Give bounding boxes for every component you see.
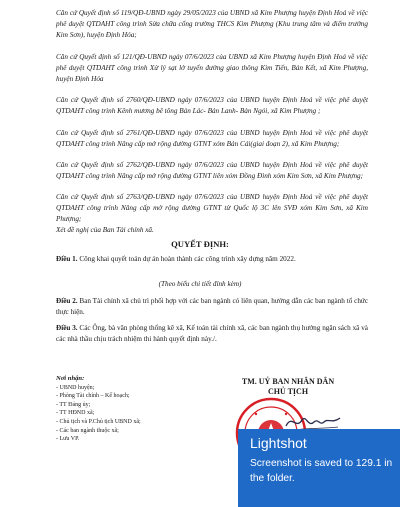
article-3-text: Các Ông, bà văn phòng thống kê xã, Kế toán tài chính xã, các ban ngành thụ hưởng ngân sách xã và các nhà thầu chịu trách nhiệm thi hành quyết định này./. xyxy=(56,324,368,343)
basis-paragraph-5: Căn cứ Quyết định số 2762/QĐ-UBND ngày 07/6/2023 của UBND huyện Định Hoá về việc phê duyệt QTDAHT công trình Nâng cấp mở rộng đường GTNT liên xóm Đồng Đình xóm Kim Sơn, xã Kim Phượng; xyxy=(56,161,368,180)
article-3-label: Điều 3. xyxy=(56,324,78,332)
basis-paragraph-4: Căn cứ Quyết định số 2761/QĐ-UBND ngày 07/6/2023 của UBND huyện Định Hoá về việc phê duyệt QTDAHT công trình Nâng cấp mở rộng đường GTNT xóm Bản Cái(giai đoạn 2), xã Kim Phượng; xyxy=(56,129,368,148)
recipients-list xyxy=(56,375,226,444)
basis-paragraph-3: Căn cứ Quyết định số 2760/QĐ-UBND ngày 07/6/2023 của UBND huyện Định Hoá về việc phê duyệt QTDAHT công trình Kênh mương bê tông Bản Lác- Bản Lanh- Bản Ngói, xã Kim Phượng ; xyxy=(56,96,368,115)
lightshot-notification[interactable] xyxy=(238,429,400,507)
basis-paragraph-2: Căn cứ Quyết định số 121/QĐ-UBND ngày 07/6/2023 của UBND xã Kim Phượng huyện Định Hoá về việc phê duyệt QTDAHT công trình Xử lý sạt lở tuyến đường giao thông Kim Tiến, Bản Kết, xã Kim Phượng, huyện Định Hóa xyxy=(56,53,368,83)
article-1-text: Công khai quyết toán dự án hoàn thành các công trình xây dựng năm 2022. xyxy=(77,255,296,263)
recipients-title: Nơi nhận: xyxy=(56,375,85,382)
signature-title xyxy=(218,377,358,397)
recipient-item: - Phòng Tài chính – Kế hoạch; xyxy=(56,393,130,400)
article-2 xyxy=(56,296,368,318)
recipient-item: - Lưu VP. xyxy=(56,436,80,443)
recipient-item: - UBND huyện; xyxy=(56,384,95,391)
notification-title: Lightshot xyxy=(250,435,307,451)
decision-title: QUYẾT ĐỊNH: xyxy=(171,239,229,249)
recipient-item: - TT Đảng ủy; xyxy=(56,401,91,408)
basis-paragraph-6: Căn cứ Quyết định số 2763/QĐ-UBND ngày 07/6/2023 của UBND huyện Định Hoá về việc phê duyệt QTDAHT công trình Nâng cấp mở rộng đường GTNT từ Quốc lộ 3C lên SVĐ xóm Kim Sơn, xã Kim Phượng; xyxy=(56,193,368,223)
article-3 xyxy=(56,323,368,345)
article-2-label: Điều 2. xyxy=(56,297,78,305)
recipient-item: - Chủ tịch và P.Chủ tịch UBND xã; xyxy=(56,418,141,425)
recipient-item: - TT HĐND xã; xyxy=(56,410,95,417)
recipient-item: - Các ban ngành thuộc xã; xyxy=(56,427,119,434)
signature-title-line1: TM. UỶ BAN NHÂN DÂN xyxy=(241,377,335,386)
signature-title-line2: CHỦ TỊCH xyxy=(267,387,309,396)
notification-message: Screenshot is saved to 129.1 in the folder. xyxy=(250,458,393,484)
article-1-label: Điều 1. xyxy=(56,255,78,263)
article-2-text: Ban Tài chính xã chủ trì phối hợp với các ban ngành có liên quan, hướng dẫn các ban ngành tổ chức thực hiện. xyxy=(56,297,369,316)
basis-paragraph-1: Căn cứ Quyết định số 119/QĐ-UBND ngày 29/05/2023 của UBND xã Kim Phượng huyện Định Hoá về việc phê duyệt QTDAHT công trình Sửa chữa cổng trường THCS Kim Phượng (Khu trung tâm và điểm trường Kim Sơn), huyện Định Hóa; xyxy=(56,9,368,39)
article-1 xyxy=(56,254,368,265)
basis-paragraph-7: Xét đề nghị của Ban Tài chính xã. xyxy=(56,226,154,234)
appendix-note: (Theo biểu chi tiết đính kèm) xyxy=(158,280,242,288)
